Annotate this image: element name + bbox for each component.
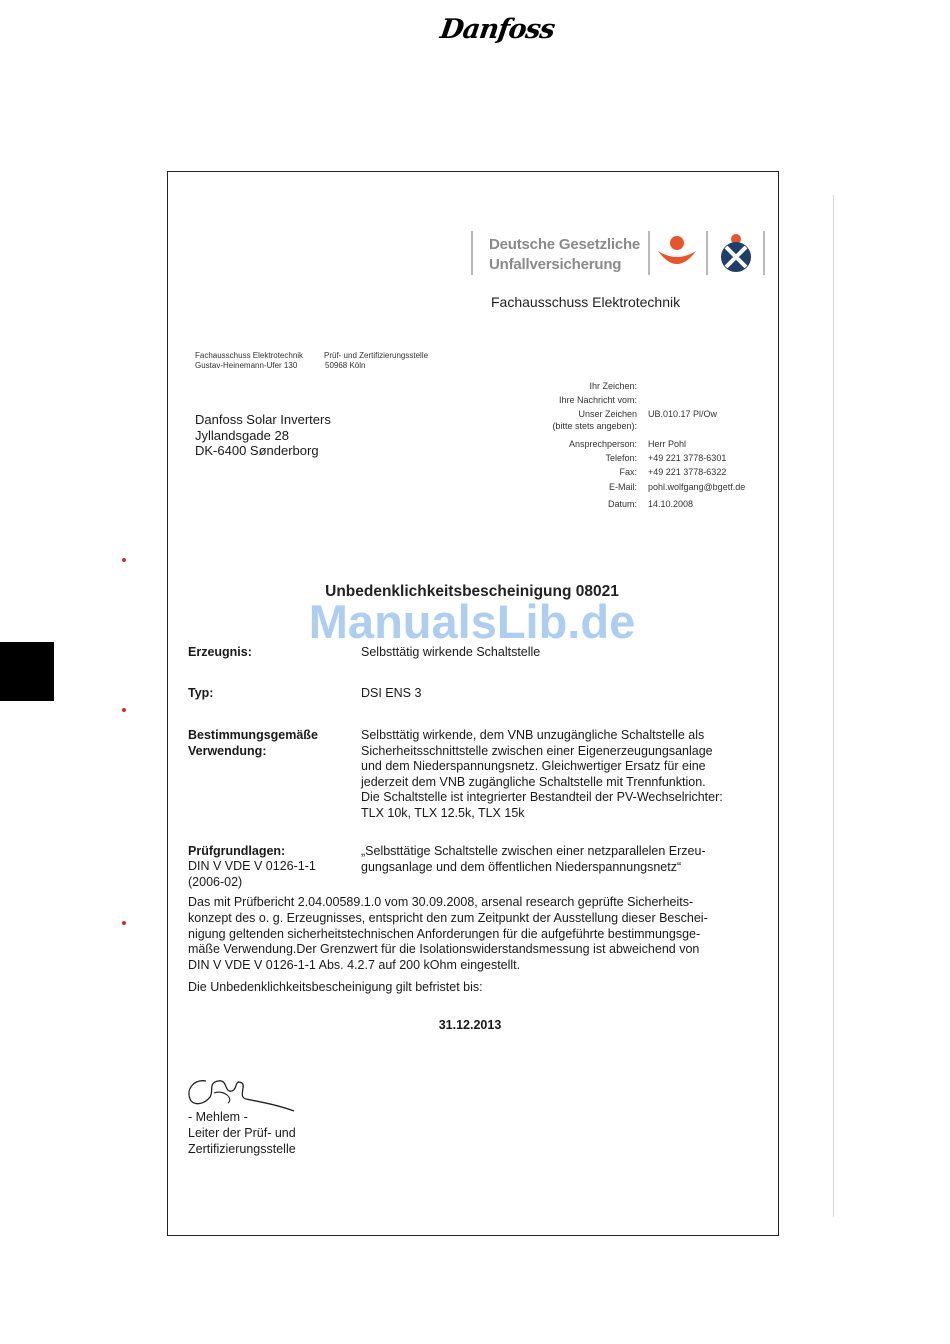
dguv-blue-figure-icon [714, 233, 758, 273]
meta-value-telefon: +49 221 3778-6301 [648, 453, 727, 463]
committee-name: Fachausschuss Elektrotechnik [491, 294, 681, 310]
pruefgrundlagen-value [361, 844, 761, 875]
pruefgrundlagen-line: „Selbsttätige Schaltstelle zwischen einer netzparallelen Erzeu- [361, 844, 706, 858]
label-line: Bestimmungsgemäße [188, 728, 318, 742]
norm-line: (2006-02) [188, 874, 243, 889]
verwendung-label [188, 728, 318, 759]
letterhead-divider [471, 231, 473, 275]
meta-value-datum: 14.10.2008 [648, 499, 694, 509]
meta-label-telefon: Telefon: [605, 453, 637, 463]
norm-line: DIN V VDE V 0126-1-1 [188, 859, 316, 873]
scan-edge-line [833, 195, 834, 1217]
pruefgrundlagen-label: Prüfgrundlagen: [188, 844, 286, 858]
paragraph-line: konzept des o. g. Erzeugnisses, entspricht den zum Zeitpunkt der Ausstellung dieser Beschei- [188, 910, 708, 925]
meta-label-unser-zeichen-sub: (bitte stets angeben): [552, 421, 637, 431]
verwendung-line: und dem Niederspannungsnetz. Gleichwertiger Ersatz für eine [361, 759, 706, 773]
certificate-title: Unbedenklichkeitsbescheinigung 08021 [325, 583, 619, 600]
letterhead-divider [648, 231, 650, 275]
meta-value-unser-zeichen: UB.010.17 Pl/Ow [648, 409, 718, 419]
margin-dot [122, 708, 126, 712]
watermark: ManualsLib.de [308, 595, 636, 648]
meta-label-ansprechperson: Ansprechperson: [568, 439, 637, 449]
typ-label: Typ: [188, 686, 214, 700]
validity-text: Die Unbedenklichkeitsbescheinigung gilt befristet bis: [188, 980, 483, 994]
paragraph-line: DIN V VDE V 0126-1-1 Abs. 4.2.7 auf 200 kOhm eingestellt. [188, 958, 521, 973]
margin-dot [122, 921, 126, 925]
signatory-block [188, 1110, 758, 1157]
chapter-tab-marker [0, 642, 54, 701]
margin-dot [122, 558, 126, 562]
dguv-red-figure-icon [655, 233, 699, 273]
meta-label-datum: Datum: [607, 499, 637, 509]
org-name-line: Deutsche Gesetzliche [489, 236, 641, 253]
meta-label-unser-zeichen: Unser Zeichen [578, 409, 637, 419]
org-name-line: Unfallversicherung [489, 256, 622, 273]
body-paragraph [188, 895, 758, 974]
meta-label-email: E-Mail: [608, 482, 637, 492]
signatory-role: Zertifizierungsstelle [188, 1141, 296, 1156]
address-line: Jyllandsgade 28 [195, 427, 289, 443]
meta-value-email: pohl.wolfgang@bgetf.de [648, 482, 746, 492]
verwendung-line: TLX 10k, TLX 12.5k, TLX 15k [361, 805, 525, 820]
letterhead-divider [763, 231, 765, 275]
erzeugnis-label: Erzeugnis: [188, 645, 252, 659]
dguv-org-name [489, 235, 640, 275]
danfoss-logo: Danfoss [438, 14, 557, 45]
sender-block-1 [195, 351, 303, 371]
erzeugnis-value: Selbsttätig wirkende Schaltstelle [361, 645, 541, 659]
paragraph-line: Das mit Prüfbericht 2.04.00589.1.0 vom 30.09.2008, arsenal research geprüfte Sicherheits- [188, 895, 694, 909]
meta-label-ihre-nachricht: Ihre Nachricht vom: [558, 395, 637, 405]
meta-label-ihr-zeichen: Ihr Zeichen: [589, 381, 637, 391]
verwendung-line: Die Schaltstelle ist integrierter Bestandteil der PV-Wechselrichter: [361, 790, 723, 804]
letterhead-divider [706, 231, 708, 275]
pruefgrundlagen-line: gungsanlage und dem öffentlichen Niederspannungsnetz“ [361, 859, 682, 874]
recipient-address [195, 412, 331, 459]
meta-value-ansprechperson: Herr Pohl [648, 439, 687, 449]
label-line: Verwendung: [188, 743, 267, 758]
validity-date: 31.12.2013 [438, 1018, 502, 1032]
typ-value: DSI ENS 3 [361, 686, 422, 700]
signatory-role: Leiter der Prüf- und [188, 1125, 296, 1140]
sender-line: Prüf- und Zertifizierungsstelle [324, 351, 429, 360]
address-line: DK-6400 Sønderborg [195, 443, 319, 458]
meta-label-fax: Fax: [619, 467, 637, 477]
paragraph-line: nigung geltenden sicherheitstechnischen Anforderungen für die aufgeführte bestimmungsge- [188, 926, 701, 941]
meta-value-fax: +49 221 3778-6322 [648, 467, 727, 477]
sender-line: Gustav-Heinemann-Ufer 130 [195, 361, 298, 370]
verwendung-line: Selbsttätig wirkende, dem VNB unzugängliche Schaltstelle als [361, 728, 705, 742]
sender-line: 50968 Köln [325, 361, 366, 370]
verwendung-value [361, 728, 761, 821]
paragraph-line: mäße Verwendung.Der Grenzwert für die Isolationswiderstandsmessung ist abweichend von [188, 942, 700, 957]
verwendung-line: Sicherheitsschnittstelle zwischen einer Eigenerzeugungsanlage [361, 743, 713, 758]
pruefgrundlagen-norm [188, 859, 358, 891]
signatory-name: - Mehlem - [188, 1110, 248, 1124]
address-line: Danfoss Solar Inverters [195, 412, 331, 427]
verwendung-line: jederzeit dem VNB zugängliche Schaltstelle mit Trennfunktion. [361, 774, 706, 789]
sender-block-2 [324, 351, 428, 371]
sender-line: Fachausschuss Elektrotechnik [195, 351, 304, 360]
